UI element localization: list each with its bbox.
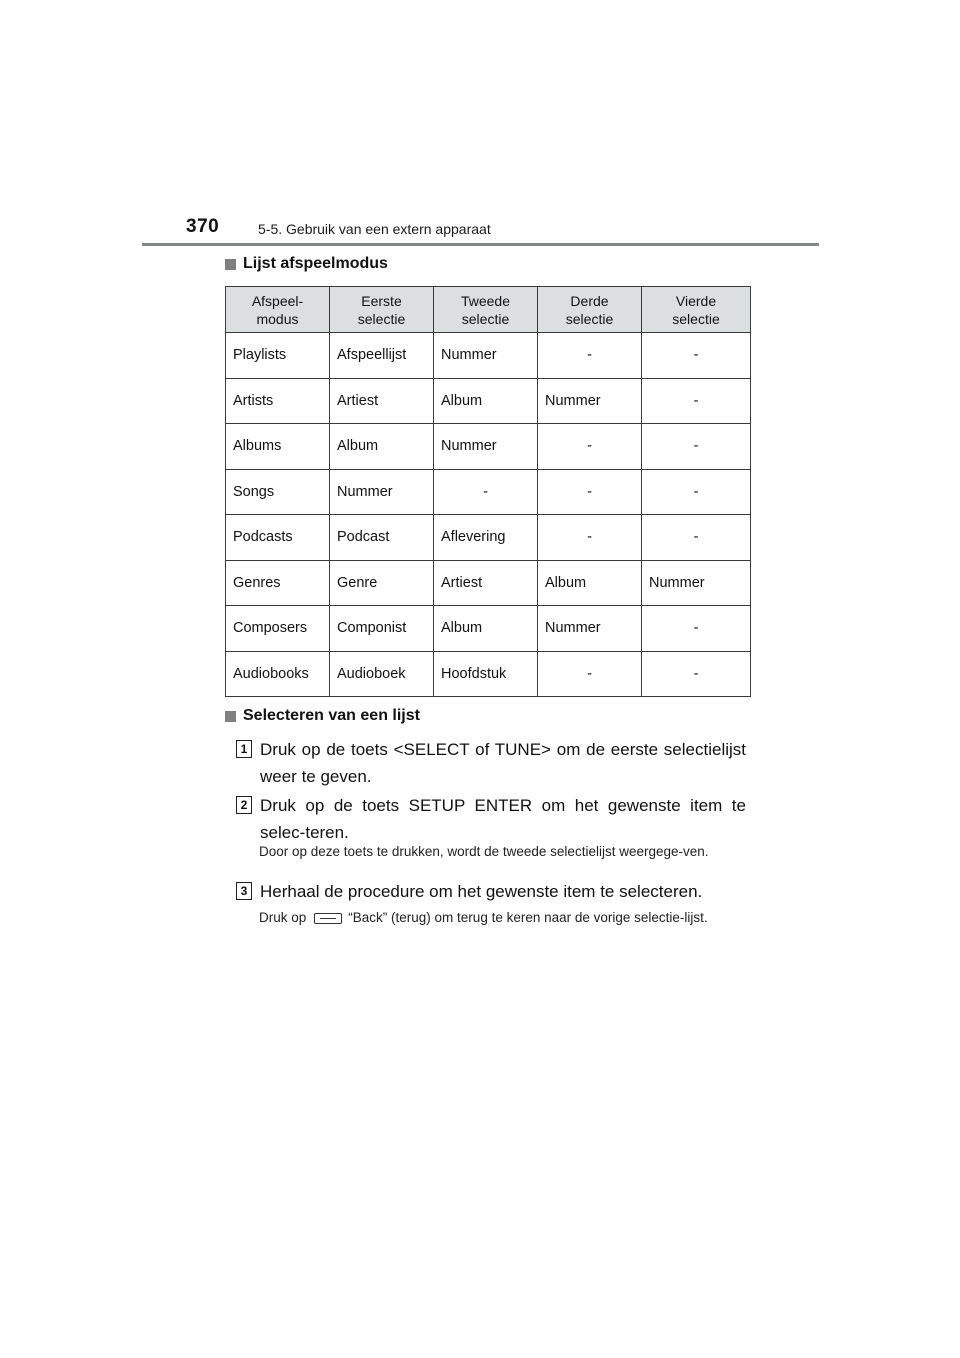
step-3 <box>236 878 746 905</box>
subheading-playlist-mode <box>225 255 388 273</box>
table-cell: - <box>642 378 751 424</box>
column-header: Tweede selectie <box>434 287 538 333</box>
table-cell: Hoofdstuk <box>434 651 538 697</box>
table-cell: Aflevering <box>434 515 538 561</box>
table-row <box>226 333 751 379</box>
header-rule <box>142 243 819 246</box>
table-cell: Albums <box>226 424 330 470</box>
table-cell: Nummer <box>538 378 642 424</box>
table-cell: - <box>642 515 751 561</box>
table-cell: Album <box>434 606 538 652</box>
table-cell: - <box>642 606 751 652</box>
table-cell: - <box>538 469 642 515</box>
table-cell: Album <box>538 560 642 606</box>
table-cell: Genre <box>330 560 434 606</box>
step-number: 2 <box>236 796 252 814</box>
table-cell: Audiobooks <box>226 651 330 697</box>
table-header-row <box>226 287 751 333</box>
table-cell: Artists <box>226 378 330 424</box>
subheading-label: Selecteren van een lijst <box>243 707 420 724</box>
table-cell: Artiest <box>330 378 434 424</box>
column-header: Afspeel- modus <box>226 287 330 333</box>
table-cell: Album <box>330 424 434 470</box>
table-cell: Podcasts <box>226 515 330 561</box>
table-cell: Genres <box>226 560 330 606</box>
square-bullet-icon <box>225 711 236 722</box>
table-cell: - <box>538 515 642 561</box>
note-text-before: Druk op <box>259 910 307 925</box>
square-bullet-icon <box>225 259 236 270</box>
table-cell: Songs <box>226 469 330 515</box>
step-1 <box>236 736 746 790</box>
table-cell: Playlists <box>226 333 330 379</box>
step-number: 1 <box>236 740 252 758</box>
table-row <box>226 651 751 697</box>
column-header: Vierde selectie <box>642 287 751 333</box>
back-button-icon <box>314 913 342 924</box>
table-row <box>226 560 751 606</box>
table-cell: Composers <box>226 606 330 652</box>
table-cell: Nummer <box>538 606 642 652</box>
table-cell: Afspeellijst <box>330 333 434 379</box>
column-header: Derde selectie <box>538 287 642 333</box>
step-number: 3 <box>236 882 252 900</box>
table-cell: Nummer <box>434 333 538 379</box>
table-cell: - <box>642 651 751 697</box>
table-cell: Nummer <box>330 469 434 515</box>
table-cell: Componist <box>330 606 434 652</box>
table-cell: Album <box>434 378 538 424</box>
column-header: Eerste selectie <box>330 287 434 333</box>
table-cell: Nummer <box>434 424 538 470</box>
table-cell: - <box>538 651 642 697</box>
table-cell: Nummer <box>642 560 751 606</box>
page-number: 370 <box>186 216 220 237</box>
table-cell: Podcast <box>330 515 434 561</box>
table-cell: - <box>642 469 751 515</box>
section-reference: 5-5. Gebruik van een extern apparaat <box>258 221 491 237</box>
table-row <box>226 606 751 652</box>
note-text-after: “Back” (terug) om terug te keren naar de vorige selectie-lijst. <box>348 910 708 925</box>
table-cell: Artiest <box>434 560 538 606</box>
table-cell: - <box>538 333 642 379</box>
table-row <box>226 469 751 515</box>
table-cell: - <box>434 469 538 515</box>
table-row <box>226 378 751 424</box>
step-text: Druk op de toets <SELECT of TUNE> om de eerste selectielijst weer te geven. <box>260 740 746 786</box>
step-text: Druk op de toets SETUP ENTER om het gewenste item te selec-teren. <box>260 796 746 842</box>
table-cell: - <box>642 333 751 379</box>
table-cell: Audioboek <box>330 651 434 697</box>
table-cell: - <box>538 424 642 470</box>
playlist-mode-table <box>225 286 751 697</box>
step-text: Herhaal de procedure om het gewenste item te selecteren. <box>260 882 703 901</box>
table-row <box>226 515 751 561</box>
table-cell: - <box>642 424 751 470</box>
step-2 <box>236 792 746 846</box>
table-row <box>226 424 751 470</box>
step-2-note: Door op deze toets te drukken, wordt de tweede selectielijst weergege-ven. <box>259 844 709 859</box>
subheading-label: Lijst afspeelmodus <box>243 255 388 272</box>
step-3-note <box>259 909 745 926</box>
subheading-select-list <box>225 707 420 725</box>
